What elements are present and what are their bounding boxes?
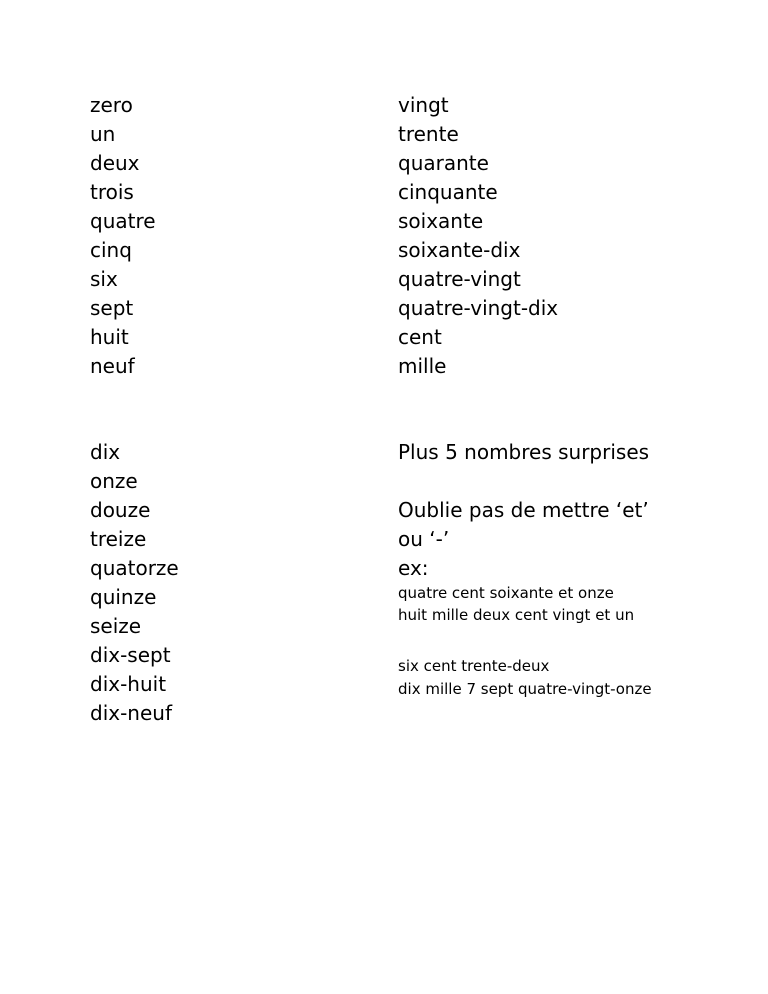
number-word: trois [90, 180, 134, 204]
number-word: quatorze [90, 556, 179, 580]
example-line: dix mille 7 sept quatre-vingt-onze [398, 680, 652, 698]
example-line: huit mille deux cent vingt et un [398, 606, 635, 624]
number-word: quatre-vingt-dix [398, 296, 559, 320]
number-word: dix-neuf [90, 701, 173, 725]
number-word: quatre-vingt [398, 267, 521, 291]
number-word: trente [398, 122, 459, 146]
number-word: seize [90, 614, 142, 638]
numbers-tens-column [398, 91, 558, 381]
number-word: soixante-dix [398, 238, 521, 262]
surprise-numbers-note: Plus 5 nombres surprises [398, 440, 650, 464]
number-word: huit [90, 325, 129, 349]
reminder-line-1: Oublie pas de mettre ‘et’ [398, 498, 649, 522]
number-word: deux [90, 151, 140, 175]
number-word: quinze [90, 585, 157, 609]
example-line: quatre cent soixante et onze [398, 584, 614, 602]
reminder-line-2: ou ‘-’ [398, 527, 450, 551]
number-word: dix [90, 440, 121, 464]
number-word: cent [398, 325, 442, 349]
number-word: six [90, 267, 118, 291]
number-word: cinq [90, 238, 132, 262]
number-word: onze [90, 469, 138, 493]
number-word: zero [90, 93, 133, 117]
number-word: vingt [398, 93, 449, 117]
number-word: quatre [90, 209, 156, 233]
number-word: un [90, 122, 116, 146]
example-label: ex: [398, 556, 429, 580]
number-word: soixante [398, 209, 484, 233]
number-word: quarante [398, 151, 489, 175]
example-line: six cent trente-deux [398, 657, 550, 675]
number-word: mille [398, 354, 447, 378]
number-word: dix-sept [90, 643, 171, 667]
number-word: neuf [90, 354, 135, 378]
number-word: treize [90, 527, 147, 551]
numbers-ten-to-nineteen [90, 438, 179, 728]
number-word: cinquante [398, 180, 498, 204]
number-word: dix-huit [90, 672, 167, 696]
number-word: douze [90, 498, 151, 522]
numbers-zero-to-nine [90, 91, 156, 381]
number-word: sept [90, 296, 134, 320]
